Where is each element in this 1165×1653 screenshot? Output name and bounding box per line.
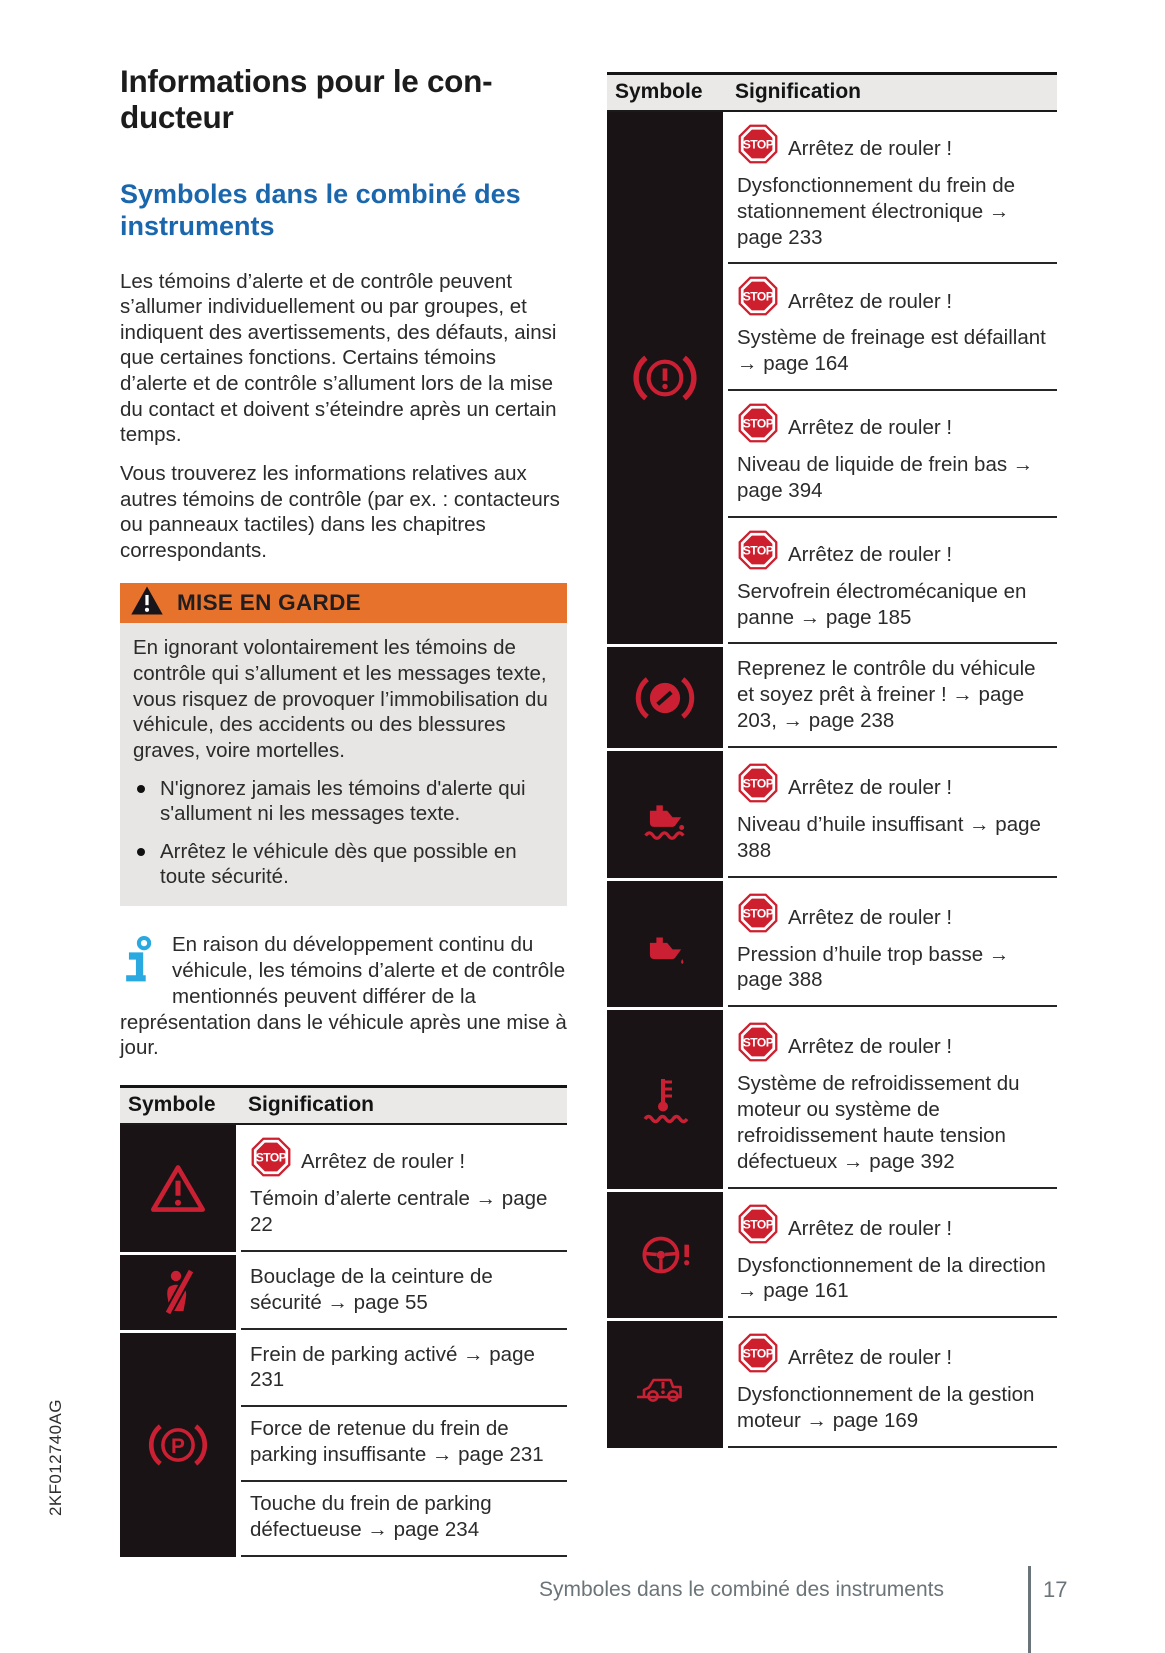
symbol-description: Niveau d’huile insuffisant → page 388 — [737, 812, 1041, 862]
steering-warning-icon — [607, 1192, 723, 1319]
oil-pressure-icon — [607, 881, 723, 1008]
footer-section-title: Symboles dans le combiné des instruments — [538, 1578, 944, 1601]
stop-icon — [737, 892, 779, 934]
warning-box — [120, 583, 567, 906]
left-column — [120, 64, 567, 1557]
info-icon — [120, 935, 158, 987]
parking-brake-icon — [120, 1333, 236, 1557]
column-header-symbol: Symbole — [615, 80, 703, 103]
stop-icon — [737, 529, 779, 571]
warning-bullet: N'ignorez jamais les témoins d'alerte qui s'allument ni les messages texte. — [133, 776, 553, 827]
table-row — [607, 751, 1057, 878]
stop-icon — [737, 762, 779, 804]
column-header-symbol: Symbole — [128, 1093, 216, 1117]
symbol-description: Système de freinage est défaillant → page 164 — [737, 326, 1046, 376]
table-cell — [728, 518, 1057, 645]
stop-label: Arrêtez de rouler ! — [788, 1035, 953, 1059]
stop-icon — [250, 1136, 292, 1178]
footer-divider — [1028, 1566, 1031, 1653]
table-cell — [728, 1010, 1057, 1188]
stop-label: Arrêtez de rouler ! — [788, 542, 953, 566]
brake-warning-icon — [607, 112, 723, 644]
stop-icon — [737, 402, 779, 444]
symbol-description: Dysfonctionnement du frein de stationnement électronique → page 233 — [737, 174, 1016, 249]
table-row — [607, 1010, 1057, 1188]
symbol-table-right — [607, 72, 1057, 1448]
stop-label: Arrêtez de rouler ! — [788, 776, 953, 800]
table-row — [607, 647, 1057, 747]
table-row — [120, 1333, 567, 1557]
bullet-dot — [137, 848, 145, 856]
stop-icon — [737, 1203, 779, 1245]
table-row — [120, 1255, 567, 1330]
oil-level-icon — [607, 751, 723, 878]
symbol-description: Niveau de liquide de frein bas → page 394 — [737, 453, 1034, 502]
table-row — [607, 1192, 1057, 1319]
stop-icon — [737, 123, 779, 165]
warning-bullet: Arrêtez le véhicule dès que possible en toute sécurité. — [133, 839, 553, 890]
table-cell: Force de retenue du frein de parking insuffisante → page 231 — [241, 1407, 567, 1482]
warning-triangle-icon — [130, 585, 164, 621]
page-number: 17 — [1043, 1577, 1068, 1602]
central-warning-triangle-icon — [120, 1125, 236, 1252]
stop-label: Arrêtez de rouler ! — [788, 416, 953, 440]
symbol-description: Système de refroidissement du moteur ou système de refroidissement haute tension défectueux → page 392 — [737, 1072, 1020, 1173]
svg-text:STOP: STOP — [742, 543, 774, 558]
stop-icon — [737, 275, 779, 317]
table-cell: Bouclage de la ceinture de sécurité → page 55 — [241, 1255, 567, 1330]
stop-label: Arrêtez de rouler ! — [788, 1346, 953, 1370]
table-cell — [728, 881, 1057, 1008]
symbol-description: Servofrein électromécanique en panne → page 185 — [737, 579, 1027, 629]
svg-text:STOP: STOP — [742, 1217, 774, 1232]
symbol-description: Dysfonctionnement de la gestion moteur → page 169 — [737, 1383, 1035, 1433]
svg-text:STOP: STOP — [742, 906, 774, 921]
engine-management-icon — [607, 1321, 723, 1448]
stop-label: Arrêtez de rouler ! — [301, 1150, 466, 1174]
intro-paragraph-1: Les témoins d’alerte et de contrôle peuvent s’allumer individuellement ou par groupes, et indiquent des avertissements, des défauts, ainsi que certaines fonctions. Certains témoins d’alerte et de contrôle s’allument lors de la mise du contact et doivent s’éteindre après un certain temps. — [120, 269, 557, 447]
stop-label: Arrêtez de rouler ! — [788, 137, 953, 161]
symbol-table-left — [120, 1085, 567, 1556]
warning-box-header — [120, 583, 567, 623]
intro-paragraph-2: Vous trouverez les informations relatives aux autres témoins de contrôle (par ex. : contacteurs ou panneaux tactiles) dans les chapitres correspondants. — [120, 461, 560, 562]
warning-box-body — [120, 623, 567, 906]
stop-label: Arrêtez de rouler ! — [788, 1216, 953, 1240]
page-title: Informations pour le con- ducteur — [120, 63, 493, 135]
right-column — [607, 72, 1057, 1448]
column-header-meaning: Signification — [248, 1093, 374, 1117]
svg-text:STOP: STOP — [742, 137, 774, 152]
table-cell — [728, 1321, 1057, 1448]
table-cell — [728, 264, 1057, 391]
symbol-description: Témoin d’alerte centrale → page 22 — [250, 1187, 548, 1237]
table-row — [607, 1321, 1057, 1448]
svg-text:STOP: STOP — [742, 290, 774, 305]
warning-box-title: MISE EN GARDE — [177, 590, 361, 616]
stop-label: Arrêtez de rouler ! — [788, 905, 953, 929]
table-row — [607, 881, 1057, 1008]
svg-text:P: P — [171, 1434, 185, 1458]
table-cell — [728, 112, 1057, 264]
svg-text:STOP: STOP — [742, 776, 774, 791]
symbol-description: Pression d’huile trop basse → page 388 — [737, 942, 1010, 992]
stop-label: Arrêtez de rouler ! — [788, 289, 953, 313]
svg-text:STOP: STOP — [742, 1035, 774, 1050]
spine-code: 2KF012740AG — [46, 1399, 65, 1516]
symbol-description: Dysfonctionnement de la direction → page 161 — [737, 1253, 1046, 1303]
info-note — [120, 932, 567, 1061]
table-cell: Frein de parking activé → page 231 — [241, 1333, 567, 1408]
table-cell: Reprenez le contrôle du véhicule et soyez prêt à freiner ! → page 203, → page 238 — [728, 647, 1057, 747]
coolant-temperature-icon — [607, 1010, 723, 1188]
seatbelt-icon — [120, 1255, 236, 1330]
table-header — [607, 75, 1057, 112]
table-cell — [728, 391, 1057, 518]
table-header — [120, 1088, 567, 1125]
bullet-dot — [137, 785, 145, 793]
info-note-text: En raison du développement continu du véhicule, les témoins d’alerte et de contrôle mentionnés peuvent différer de la représentation dans le véhicule après une mise à jour. — [120, 933, 567, 1060]
table-cell — [728, 1192, 1057, 1319]
table-row — [120, 1125, 567, 1252]
table-cell — [241, 1125, 567, 1252]
stop-icon — [737, 1332, 779, 1374]
stop-icon — [737, 1021, 779, 1063]
svg-text:STOP: STOP — [255, 1150, 287, 1165]
table-cell — [728, 751, 1057, 878]
section-heading: Symboles dans le combiné des instruments — [120, 178, 521, 242]
stop-row — [250, 1136, 563, 1178]
svg-text:STOP: STOP — [742, 1346, 774, 1361]
column-header-meaning: Signification — [735, 80, 861, 103]
table-row — [607, 112, 1057, 644]
brake-pedal-icon — [607, 647, 723, 747]
warning-text: En ignorant volontairement les témoins de contrôle qui s’allument et les messages texte, vous risquez de provoquer l’immobilisation du véhicule, des accidents ou des blessures graves, voire mortelles. — [133, 636, 548, 762]
svg-text:STOP: STOP — [742, 416, 774, 431]
table-cell: Touche du frein de parking défectueuse → page 234 — [241, 1482, 567, 1557]
